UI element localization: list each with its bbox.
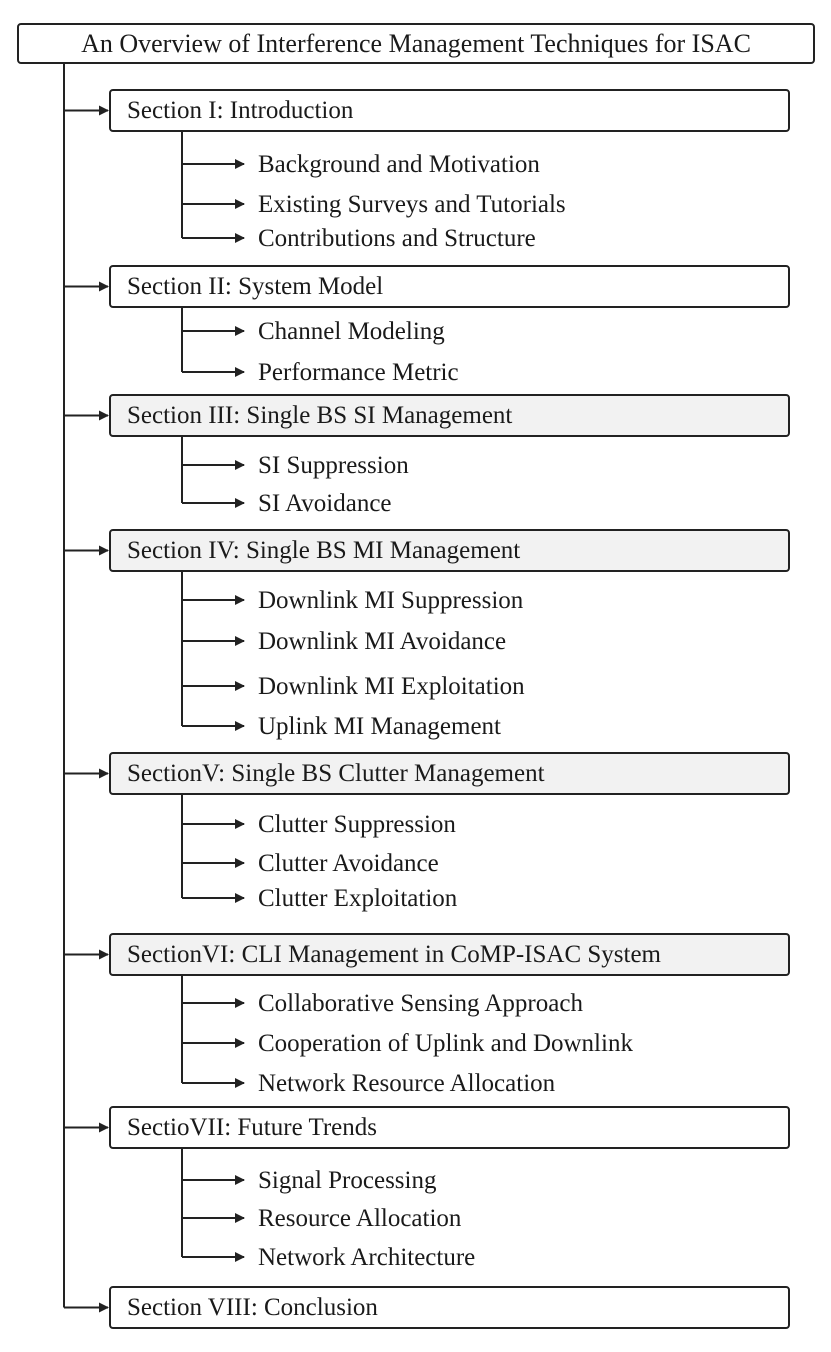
section-box-1: Section I: Introduction	[109, 89, 790, 132]
section-box-2: Section II: System Model	[109, 265, 790, 308]
subsection-label: Signal Processing	[258, 1167, 437, 1194]
section-box-3: Section III: Single BS SI Management	[109, 394, 790, 437]
section-box-4: Section IV: Single BS MI Management	[109, 529, 790, 572]
subsection-label: Existing Surveys and Tutorials	[258, 191, 566, 218]
subsection-label: SI Avoidance	[258, 490, 392, 517]
subsection-label: Downlink MI Suppression	[258, 587, 524, 614]
section-box-7: SectioVII: Future Trends	[109, 1106, 790, 1149]
subsection-label: Downlink MI Exploitation	[258, 673, 525, 700]
subsection-label: SI Suppression	[258, 452, 409, 479]
section-box-6: SectionVI: CLI Management in CoMP-ISAC System	[109, 933, 790, 976]
subsection-label: Clutter Exploitation	[258, 885, 458, 912]
subsection-label: Uplink MI Management	[258, 713, 502, 740]
subsection-label: Contributions and Structure	[258, 225, 536, 252]
diagram-title: An Overview of Interference Management Techniques for ISAC	[17, 23, 815, 64]
subsection-label: Performance Metric	[258, 359, 459, 386]
subsection-label: Downlink MI Avoidance	[258, 628, 507, 655]
section-box-8: Section VIII: Conclusion	[109, 1286, 790, 1329]
subsection-label: Collaborative Sensing Approach	[258, 990, 583, 1017]
section-box-5: SectionV: Single BS Clutter Management	[109, 752, 790, 795]
subsection-label: Resource Allocation	[258, 1205, 462, 1232]
subsection-label: Network Resource Allocation	[258, 1070, 556, 1097]
subsection-label: Channel Modeling	[258, 318, 445, 345]
subsection-label: Clutter Avoidance	[258, 850, 439, 877]
subsection-label: Background and Motivation	[258, 151, 540, 178]
subsection-label: Network Architecture	[258, 1244, 476, 1271]
subsection-label: Clutter Suppression	[258, 811, 456, 838]
subsection-label: Cooperation of Uplink and Downlink	[258, 1030, 633, 1057]
